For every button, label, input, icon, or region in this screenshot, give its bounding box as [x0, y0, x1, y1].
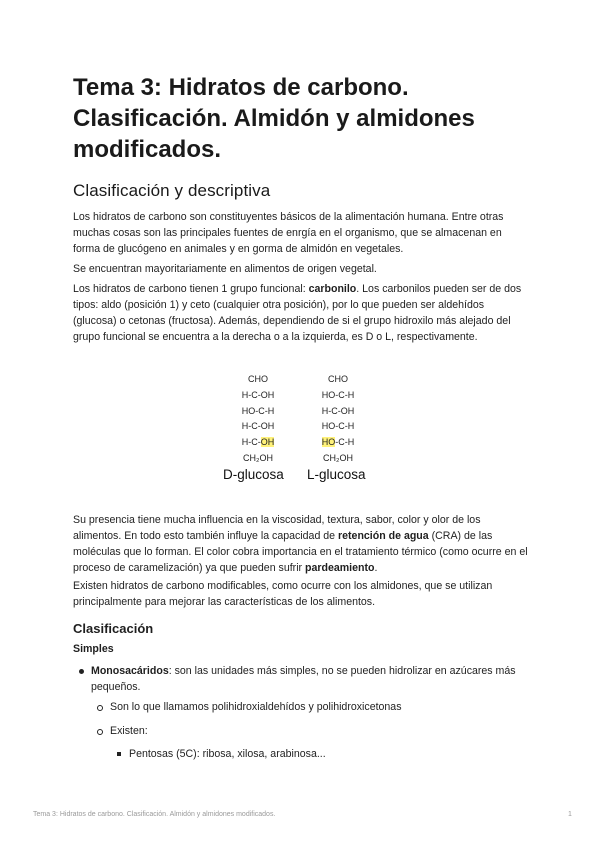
- classification-heading: Clasificación: [73, 621, 154, 636]
- page-title: Tema 3: Hidratos de carbono. Clasificación. Almidón y almidones modificados.: [73, 74, 475, 163]
- list-item-pentosas: Pentosas (5C): ribosa, xilosa, arabinosa...: [129, 748, 326, 760]
- d-glucose-caption: D-glucosa: [223, 467, 284, 482]
- bullet-circle: [97, 729, 103, 735]
- d-glucose-structure: CHO H-C-OH HO-C-H H-C-OH H-C-OH CH₂OH: [241, 374, 275, 463]
- list-item-sub2: Existen:: [110, 725, 148, 737]
- paragraph-carbonyl: Los hidratos de carbono tienen 1 grupo funcional: carbonilo. Los carbonilos pueden ser de dos tipos: aldo (posición 1) y ceto (cualquier otra posición), por lo que pueden ser aldehídos (glucosa) o cetonas (fructosa). Además, dependiendo de si el grupo hidroxilo más alejado del grupo funcional se encuentra a la derecha o a la izquierda, es D o L, respectivamente.: [73, 283, 522, 343]
- paragraph-origin: Se encuentran mayoritariamente en alimentos de origen vegetal.: [73, 263, 377, 275]
- bullet-square: [117, 752, 121, 756]
- bullet-circle: [97, 705, 103, 711]
- simples-subheading: Simples: [73, 643, 114, 655]
- glucose-figure: [221, 372, 381, 487]
- section-heading: Clasificación y descriptiva: [73, 181, 271, 200]
- paragraph-intro: Los hidratos de carbono son constituyentes básicos de la alimentación humana. Entre otras muchas cosas son las principales fuentes de enrgía en el organismo, que se almacenan en forma de glucógeno en animales y en gorma de almidón en vegetales.: [73, 211, 504, 255]
- bullet-disc: [79, 669, 84, 674]
- page-number: 1: [568, 811, 572, 818]
- list-item-monosacaridos: Monosacáridos: son las unidades más simples, no se pueden hidrolizar en azúcares más pequeños.: [91, 665, 516, 693]
- page-footer: Tema 3: Hidratos de carbono. Clasificación. Almidón y almidones modificados.: [33, 811, 276, 818]
- paragraph-modifiable: Existen hidratos de carbono modificables, como ocurre con los almidones, que se utilizan principalmente para mejorar las características de los alimentos.: [73, 580, 493, 608]
- list-item-sub1: Son lo que llamamos polihidroxialdehídos y polihidroxicetonas: [110, 701, 402, 713]
- l-glucose-structure: CHO HO-C-H H-C-OH HO-C-H HO-C-H CH₂OH: [321, 374, 355, 463]
- paragraph-properties: Su presencia tiene mucha influencia en la viscosidad, textura, sabor, color y olor de los alimentos. En todo esto también influye la capacidad de retención de agua (CRA) de las moléculas que lo forman. El color cobra importancia en el tratamiento térmico (como ocurre en el proceso de caramelización) ya que pueden sufrir pardeamiento.: [73, 514, 528, 574]
- l-glucose-caption: L-glucosa: [307, 467, 366, 482]
